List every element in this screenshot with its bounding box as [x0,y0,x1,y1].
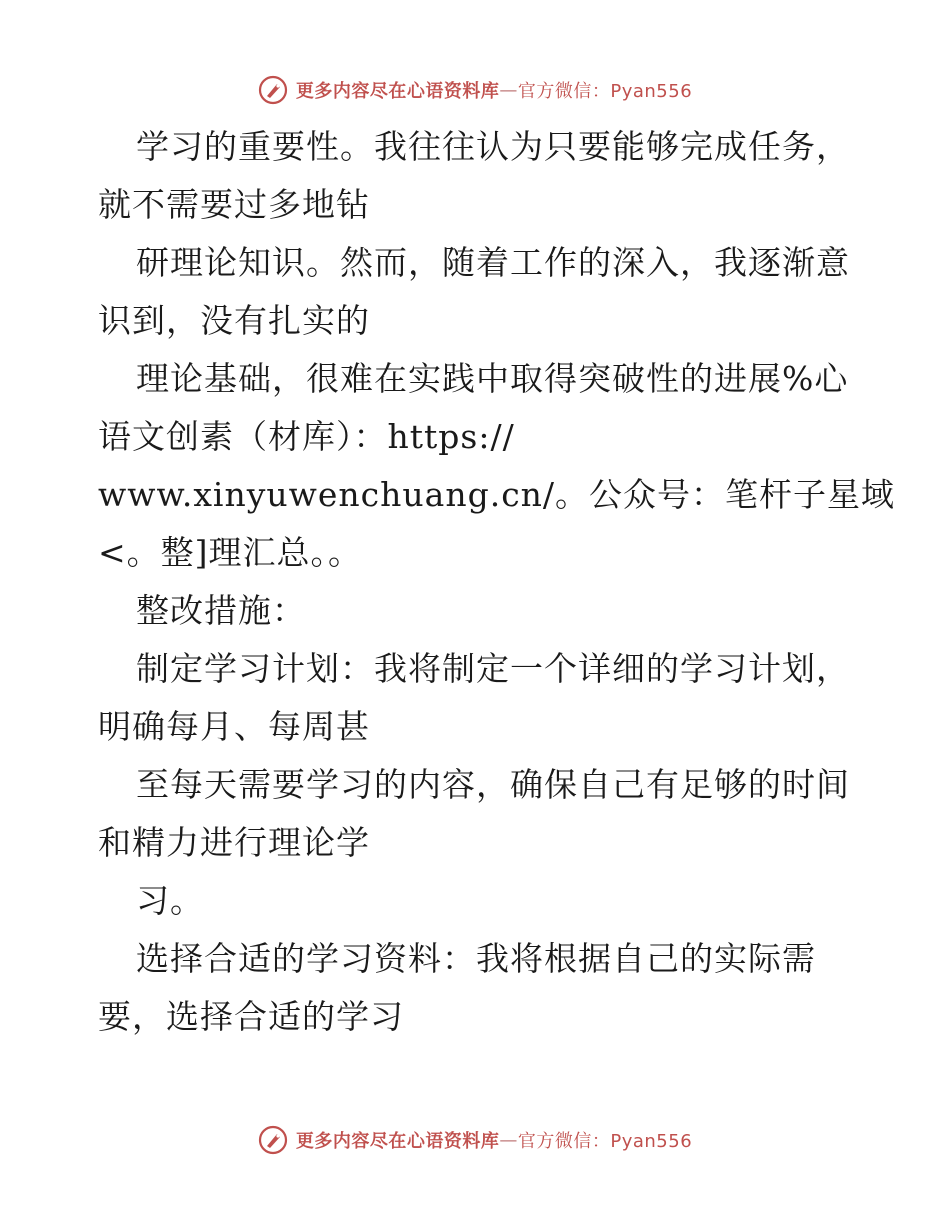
watermark-separator: — [499,1129,518,1151]
text-line: 就不需要过多地钻 [98,185,370,224]
footer-watermark [0,1122,950,1158]
watermark-main-text: 更多内容尽在心语资料库 [295,81,500,102]
text-line: 制定学习计划：我将制定一个详细的学习计划， [136,649,850,688]
text-line: 识到，没有扎实的 [98,301,370,340]
watermark-separator: — [499,79,518,101]
text-line: 理论基础，很难在实践中取得突破性的进展%心 [136,359,849,398]
text-line: 要，选择合适的学习 [98,997,404,1036]
text-line: <。整]理汇总。。 [98,533,363,572]
document-body [98,118,896,1046]
text-line: 选择合适的学习资料：我将根据自己的实际需 [136,939,816,978]
pen-nib-icon [258,75,288,105]
text-line: 至每天需要学习的内容，确保自己有足够的时间 [136,765,850,804]
text-line: 习。 [136,881,204,920]
text-line: 语文创素（材库）：https:// [98,417,515,456]
text-line: 明确每月、每周甚 [98,707,370,746]
watermark-wechat-text: 官方微信：Pyan556 [517,1131,693,1152]
text-line: 学习的重要性。我往往认为只要能够完成任务， [136,127,850,166]
header-watermark [0,72,950,108]
watermark-main-text: 更多内容尽在心语资料库 [295,1131,500,1152]
text-line: 和精力进行理论学 [98,823,370,862]
text-line: 研理论知识。然而，随着工作的深入，我逐渐意 [136,243,850,282]
text-line: www.xinyuwenchuang.cn/。公众号：笔杆子星域 [98,475,896,514]
watermark-wechat-text: 官方微信：Pyan556 [517,81,693,102]
pen-nib-icon [258,1125,288,1155]
section-heading: 整改措施： [136,591,306,630]
